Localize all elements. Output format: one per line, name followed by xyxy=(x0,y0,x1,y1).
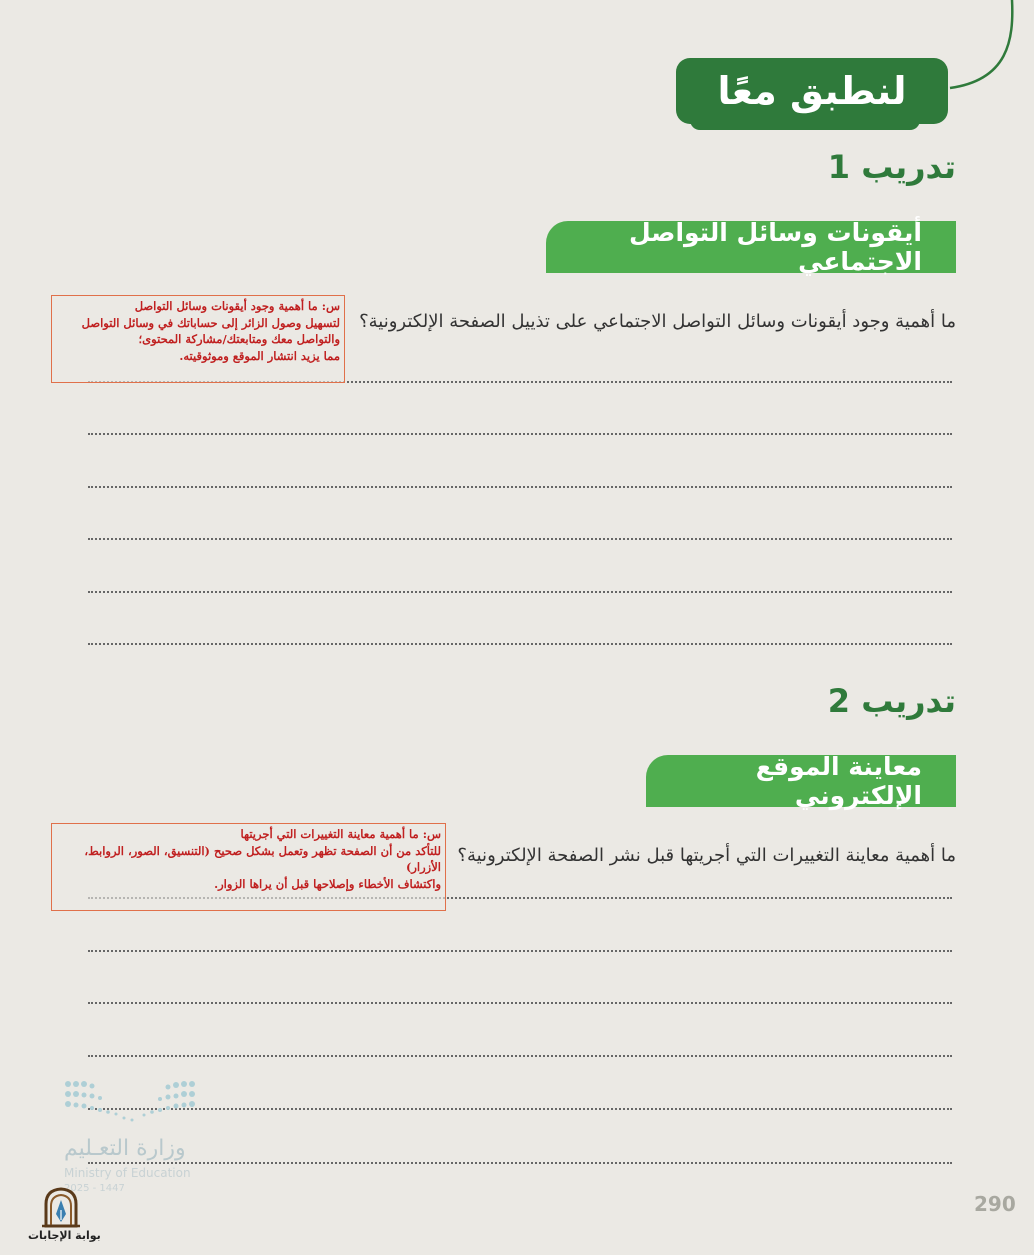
answer-line[interactable] xyxy=(88,643,952,645)
answer-line[interactable] xyxy=(88,1162,952,1164)
exercise-2-heading: تدريب 2 xyxy=(827,682,956,720)
page-number: 290 xyxy=(974,1192,1016,1216)
answer-line-text: لتسهيل وصول الزائر إلى حساباتك في وسائل التواصل xyxy=(81,315,340,330)
exercise-1-subtitle: أيقونات وسائل التواصل الاجتماعي xyxy=(546,221,956,273)
answer-line-text: للتأكد من أن الصفحة تظهر وتعمل بشكل صحيح (التنسيق، الصور، الروابط، xyxy=(84,843,441,858)
answer-line-text: س: ما أهمية معاينة التغييرات التي أجريتها xyxy=(240,827,441,841)
answer-line-text: والتواصل معك ومتابعتك/مشاركة المحتوى؛ xyxy=(138,332,340,347)
ministry-logo-icon xyxy=(62,1078,202,1128)
ministry-name-english: Ministry of Education xyxy=(64,1166,191,1180)
exercise-2-question: ما أهمية معاينة التغييرات التي أجريتها قبل نشر الصفحة الإلكترونية؟ xyxy=(457,845,956,866)
exercise-1-heading: تدريب 1 xyxy=(827,148,956,186)
portal-name: بوابة الإجابات xyxy=(28,1229,101,1242)
answer-line[interactable] xyxy=(88,1055,952,1057)
exercise-2-subtitle: معاينة الموقع الإلكتروني xyxy=(646,755,956,807)
answer-line[interactable] xyxy=(88,433,952,435)
exercise-1-question: ما أهمية وجود أيقونات وسائل التواصل الاجتماعي على تذييل الصفحة الإلكترونية؟ xyxy=(359,311,956,332)
exercise-1-answer-box xyxy=(51,295,345,383)
answer-line[interactable] xyxy=(88,950,952,952)
answer-line[interactable] xyxy=(88,486,952,488)
answer-line[interactable] xyxy=(88,538,952,540)
section-title-banner xyxy=(676,58,948,124)
ministry-name-arabic: وزارة التعـليم xyxy=(64,1136,186,1161)
decorative-curve xyxy=(940,0,1034,100)
answer-line[interactable] xyxy=(88,1002,952,1004)
answer-line[interactable] xyxy=(88,1108,952,1110)
exercise-2-answer-box xyxy=(51,823,446,911)
mosque-pen-logo-icon xyxy=(40,1186,82,1228)
answer-line-text: الأزرار) xyxy=(405,860,441,875)
ministry-year: 2025 - 1447 xyxy=(64,1183,125,1194)
answer-line-text: س: ما أهمية وجود أيقونات وسائل التواصل xyxy=(134,299,340,313)
section-title: لنطبق معًا xyxy=(717,69,907,113)
answer-line-text: واكتشاف الأخطاء وإصلاحها قبل أن يراها الزوار. xyxy=(214,877,441,892)
answer-line[interactable] xyxy=(88,591,952,593)
answer-line-text: مما يزيد انتشار الموقع وموثوقيته. xyxy=(179,349,340,364)
